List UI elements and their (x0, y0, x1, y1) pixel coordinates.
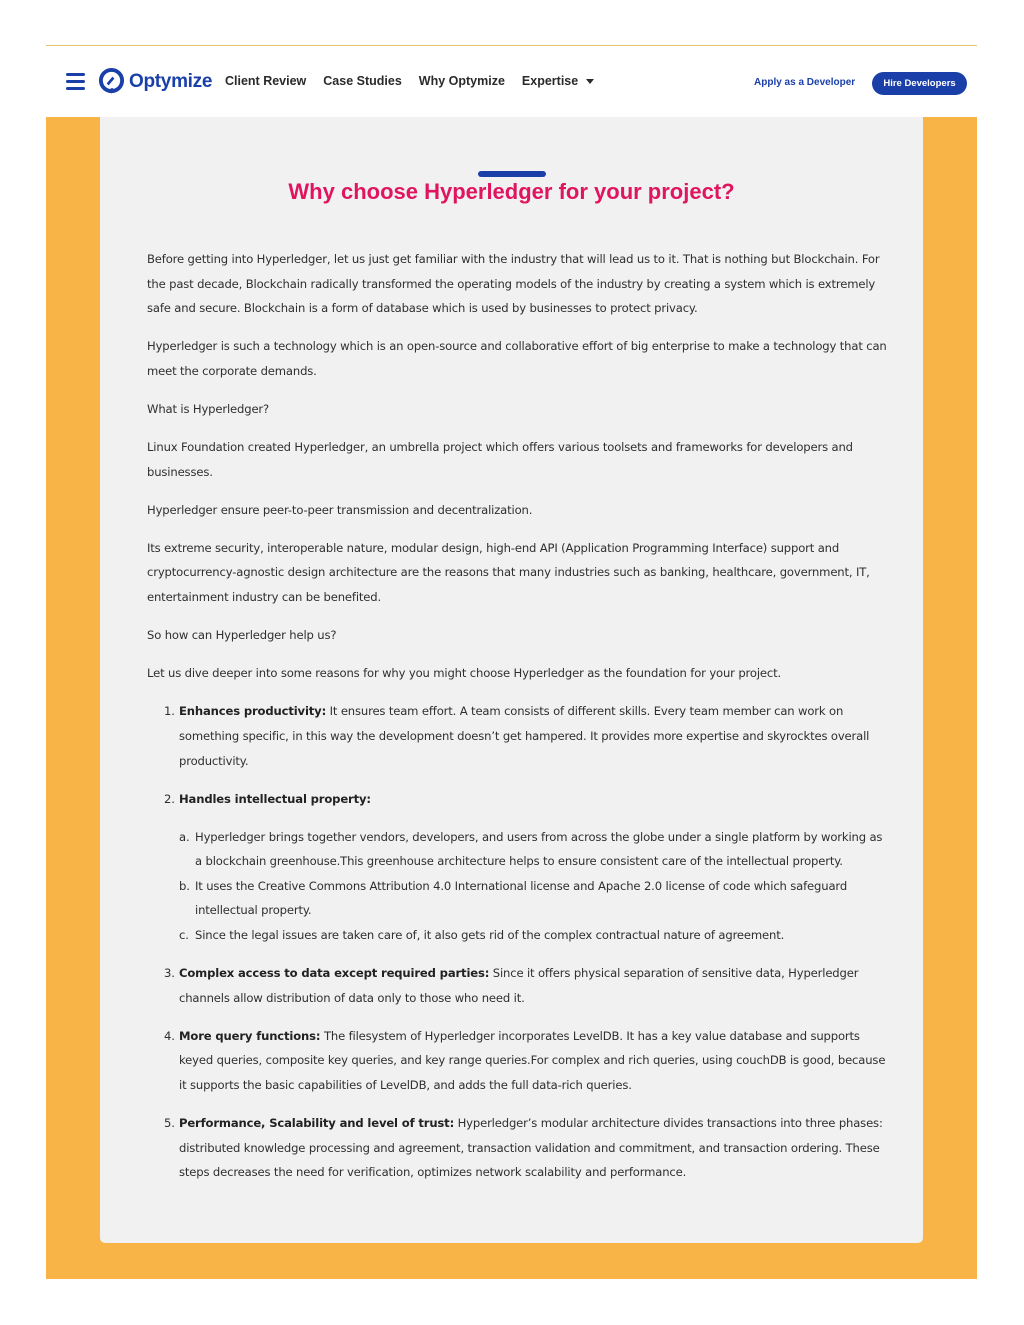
list-item (147, 961, 887, 1010)
paragraph: Its extreme security, interoperable nature, modular design, high-end API (Application Programming Interface) support and cryptocurrency-agnostic design architecture are the reasons that many industries such as banking, healthcare, government, IT, entertainment industry can be benefited. (147, 540, 870, 605)
list-marker: 5. (164, 1116, 175, 1131)
paragraph: Hyperledger is such a technology which is an open-source and collaborative effort of big enterprise to make a technology that can meet the corporate demands. (147, 339, 887, 378)
article-card (100, 117, 923, 1243)
optymize-logo-icon (98, 68, 125, 95)
paragraph: Hyperledger ensure peer-to-peer transmission and decentralization. (147, 502, 533, 517)
sublist-text: Since the legal issues are taken care of, it also gets rid of the complex contractual nature of agreement. (195, 928, 785, 943)
nav-client-review[interactable]: Client Review (225, 74, 307, 88)
brand-logo[interactable] (98, 68, 212, 95)
list-item (147, 1111, 887, 1185)
list-item (147, 787, 887, 948)
main-nav (225, 74, 611, 88)
article-title: Why choose Hyperledger for your project? (288, 179, 735, 204)
paragraph: Before getting into Hyperledger, let us just get familiar with the industry that will lead us to it. That is nothing but Blockchain. For the past decade, Blockchain radically transformed the operating models of the industry by creating a system which is extremely safe and secure. Blockchain is a form of database which is used by businesses to protect privacy. (147, 252, 880, 316)
list-marker: 4. (164, 1028, 175, 1043)
paragraph: Let us dive deeper into some reasons for why you might choose Hyperledger as the foundation for your project. (147, 666, 782, 681)
hire-developers-button[interactable]: Hire Developers (872, 72, 967, 95)
list-item (179, 874, 887, 923)
top-navbar (46, 46, 977, 117)
sublist-text: It uses the Creative Commons Attribution 4.0 International license and Apache 2.0 license of code which safeguard intellectual property. (195, 878, 848, 918)
reason-title: Handles intellectual property: (179, 791, 371, 806)
nav-expertise-label: Expertise (521, 74, 579, 88)
menu-icon[interactable] (66, 73, 85, 90)
paragraph: Linux Foundation created Hyperledger, an umbrella project which offers various toolsets and frameworks for developers and businesses. (147, 440, 853, 479)
brand-name: Optymize (129, 70, 213, 92)
nav-why-optymize[interactable]: Why Optymize (418, 74, 505, 88)
list-marker: 3. (164, 966, 175, 981)
paragraph: So how can Hyperledger help us? (147, 628, 337, 643)
article-body (147, 247, 887, 1198)
list-marker: b. (179, 878, 190, 893)
list-marker: 2. (164, 791, 175, 806)
list-marker: a. (179, 829, 190, 844)
reason-title: Enhances productivity: (179, 704, 327, 719)
reason-text: The filesystem of Hyperledger incorporates LevelDB. It has a key value database and supports keyed queries, composite key queries, and key range queries.For complex and rich queries, using couchDB is good, because it supports the basic capabilities of LevelDB, and adds the full data-rich queries. (179, 1028, 886, 1093)
nav-expertise[interactable] (522, 74, 594, 88)
ip-sublist (179, 825, 887, 948)
caret-down-icon (586, 79, 594, 84)
page-frame (46, 45, 977, 1279)
list-item (147, 1024, 887, 1098)
title-accent-bar (478, 171, 546, 177)
reason-text: It ensures team effort. A team consists of different skills. Every team member can work on something specific, in this way the development doesn’t get hampered. It provides more expertise and skyrocktes overall productivity. (179, 704, 870, 768)
paragraph: What is Hyperledger? (147, 401, 270, 416)
reason-title: Performance, Scalability and level of trust: (179, 1116, 455, 1131)
list-marker: c. (179, 928, 189, 943)
reason-title: More query functions: (179, 1028, 321, 1043)
list-item (147, 699, 887, 773)
list-item (179, 923, 887, 948)
nav-case-studies[interactable]: Case Studies (323, 74, 402, 88)
sublist-text: Hyperledger brings together vendors, developers, and users from across the globe under a single platform by working as a blockchain greenhouse.This greenhouse architecture helps to ensure consistent care of the intellectual property. (195, 829, 883, 869)
reasons-list (147, 699, 887, 1185)
apply-as-developer-link[interactable]: Apply as a Developer (754, 77, 856, 88)
list-marker: 1. (164, 704, 175, 719)
list-item (179, 825, 887, 874)
reason-text: Hyperledger’s modular architecture divides transactions into three phases: distributed knowledge processing and agreement, transaction validation and commitment, and transaction ordering. These steps decreases the need for verification, optimizes network scalability and performance. (179, 1116, 883, 1180)
reason-title: Complex access to data except required parties: (179, 966, 490, 981)
reason-text: Since it offers physical separation of sensitive data, Hyperledger channels allow distribution of data only to those who need it. (179, 966, 859, 1005)
